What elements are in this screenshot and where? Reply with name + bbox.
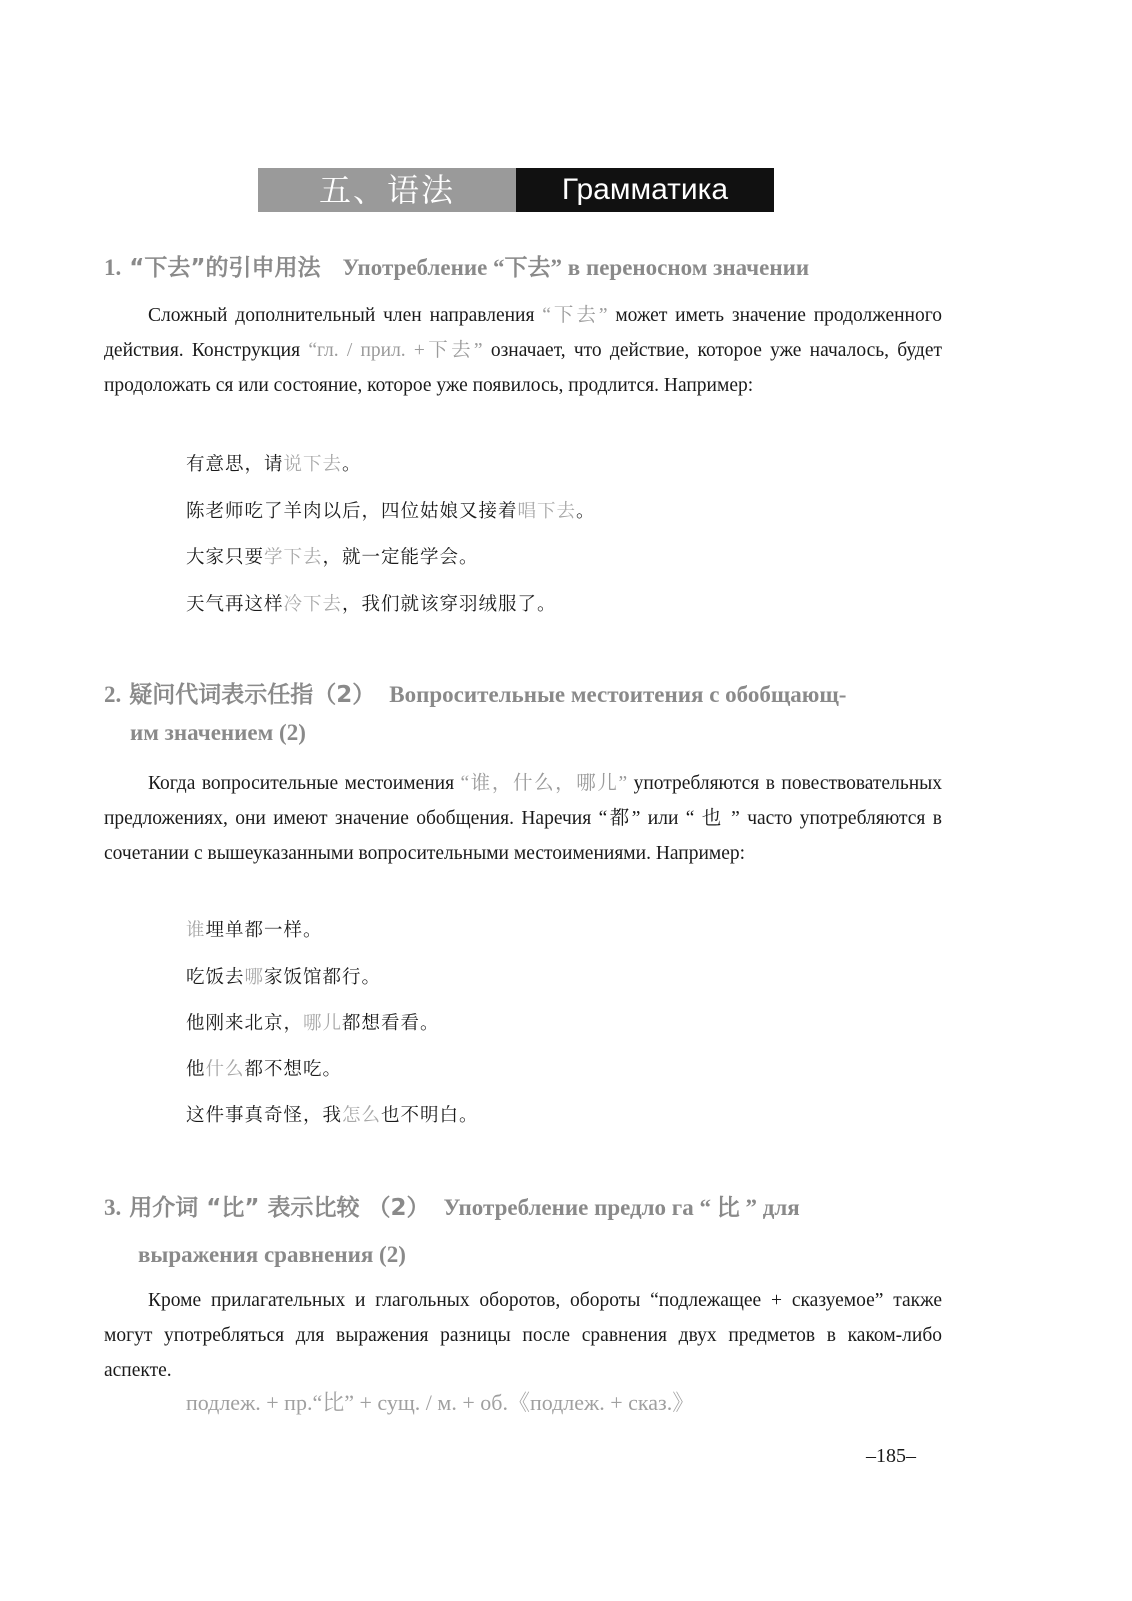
example-sentence: 吃饭去哪家饭馆都行。 xyxy=(186,967,382,988)
section-2-heading xyxy=(104,680,846,710)
section-title-russian: выражения сравнения (2) xyxy=(138,1242,406,1267)
section-number: 1. xyxy=(104,255,122,280)
section-number: 2. xyxy=(104,682,122,707)
highlighted-term: “гл. / прил. +下去” xyxy=(308,340,483,361)
example-sentence: 这件事真奇怪，我怎么也不明白。 xyxy=(186,1105,479,1126)
section-1-paragraph xyxy=(104,298,942,403)
example-sentence: 有意思，请说下去。 xyxy=(186,454,362,475)
paragraph-text: Когда вопросительные местоимения xyxy=(148,773,455,794)
section-title-chinese: 用介词 “比” 表示比较 （2） xyxy=(129,1195,430,1221)
example-sentence: 他刚来北京，哪儿都想看看。 xyxy=(186,1013,440,1034)
section-2-heading-continued xyxy=(130,718,306,748)
section-title-chinese: “下去”的引申用法 xyxy=(129,255,321,281)
paragraph-text: Сложный дополнительный член направления xyxy=(148,305,535,326)
section-2-paragraph xyxy=(104,766,942,871)
section-title-russian: Вопросительные местоитения с обобщающ- xyxy=(389,682,847,707)
banner-title-russian: Грамматика xyxy=(516,168,774,212)
section-3-heading-continued xyxy=(138,1240,406,1270)
example-sentence: 天气再这样冷下去，我们就该穿羽绒服了。 xyxy=(186,594,557,615)
paragraph-text: может иметь значение продолженного действия. Конструкция xyxy=(104,305,942,361)
section-number: 3. xyxy=(104,1195,122,1220)
paragraph-text: употребляются в повествовательных предложениях, они имеют значение обобщения. Наречия “都” или “ 也 ” часто употребляются в сочетании с вышеуказанными вопросительными местоимениями. Например: xyxy=(104,773,943,864)
chapter-banner xyxy=(258,168,774,212)
page-number: –185– xyxy=(866,1445,916,1467)
section-title-russian: Употребление “下去” в переносном значении xyxy=(342,255,810,280)
paragraph-text: Кроме прилагательных и глагольных оборотов, обороты “подлежащее + сказуемое” также могут употребляться для выражения разницы после сравнения двух предметов в каком-либо аспекте. xyxy=(104,1290,942,1381)
grammar-formula: подлеж. + пр.“比” + сущ. / м. + об.《подлеж. + сказ.》 xyxy=(186,1390,695,1415)
section-title-chinese: 疑问代词表示任指（2） xyxy=(129,682,376,708)
example-sentence: 谁埋单都一样。 xyxy=(186,920,323,941)
banner-title-chinese: 五、语法 xyxy=(258,168,516,212)
section-title-russian: им значением (2) xyxy=(130,720,306,745)
example-sentence: 他什么都不想吃。 xyxy=(186,1059,343,1080)
highlighted-term: “下去” xyxy=(542,305,608,326)
section-3-paragraph xyxy=(104,1283,942,1388)
highlighted-term: “谁，什么，哪儿” xyxy=(460,773,628,794)
paragraph-text: означает, что действие, которое уже началось, будет продоложать ся или состояние, которое уже появилось, продлится. Например: xyxy=(104,340,943,396)
example-sentence: 大家只要学下去，就一定能学会。 xyxy=(186,547,479,568)
example-sentence: 陈老师吃了羊肉以后，四位姑娘又接着唱下去。 xyxy=(186,501,596,522)
section-title-russian: Употребление предло га “ 比 ” для xyxy=(443,1195,800,1220)
section-3-heading xyxy=(104,1193,800,1223)
section-1-heading xyxy=(104,253,809,283)
